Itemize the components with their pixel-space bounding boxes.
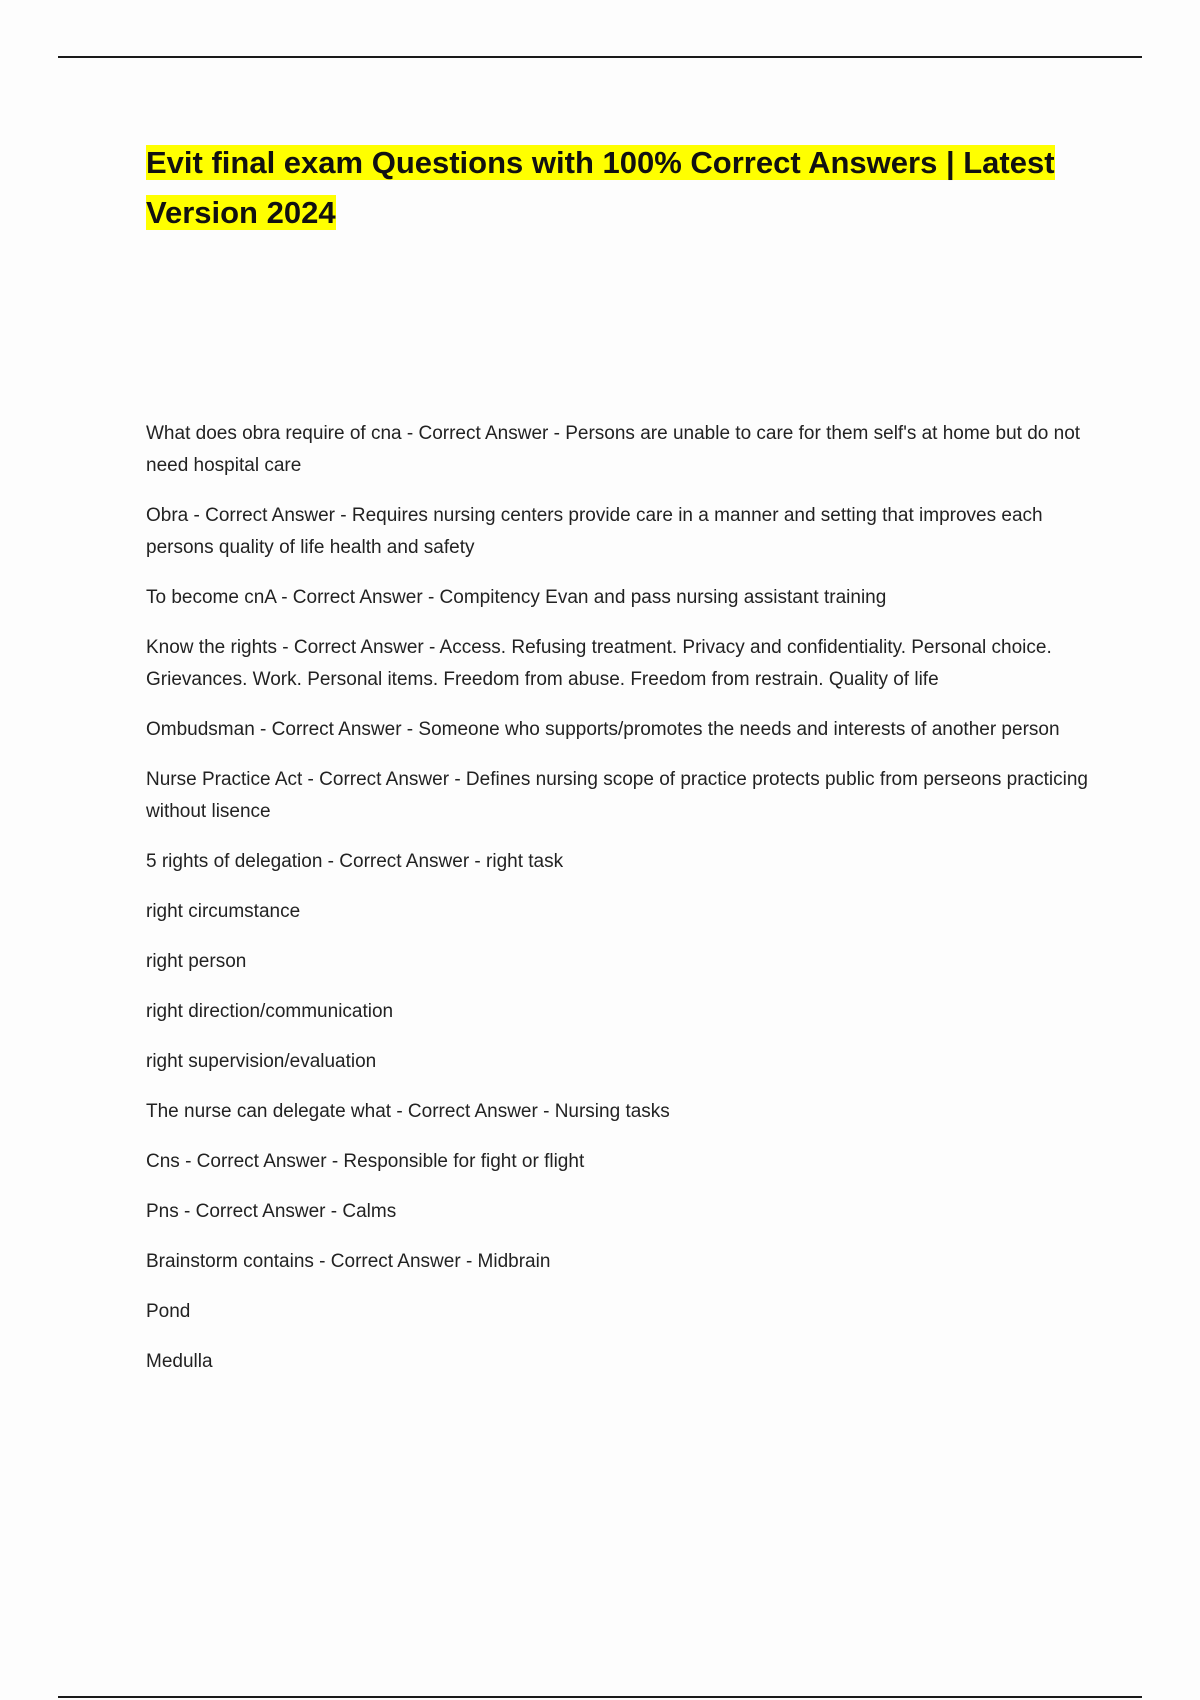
qa-entry: Brainstorm contains - Correct Answer - Midbrain <box>146 1251 551 1272</box>
qa-list <box>146 418 1091 1396</box>
qa-entry: What does obra require of cna - Correct Answer - Persons are unable to care for them self's at home but do not need hospital care <box>146 423 1081 476</box>
qa-entry: Medulla <box>146 1351 213 1372</box>
header-rule <box>58 56 1142 58</box>
qa-entry: Pns - Correct Answer - Calms <box>146 1201 397 1222</box>
qa-entry: Cns - Correct Answer - Responsible for fight or flight <box>146 1151 585 1172</box>
document-title <box>146 138 1106 238</box>
qa-entry: Know the rights - Correct Answer - Access. Refusing treatment. Privacy and confidentiality. Personal choice. Grievances. Work. Personal items. Freedom from abuse. Freedom from restrain. Quality of life <box>146 637 1052 690</box>
qa-entry: right circumstance <box>146 901 301 922</box>
title-highlight: Evit final exam Questions with 100% Correct Answers | Latest Version 2024 <box>146 145 1055 230</box>
qa-entry: right supervision/evaluation <box>146 1051 377 1072</box>
qa-entry: Ombudsman - Correct Answer - Someone who supports/promotes the needs and interests of another person <box>146 719 1060 740</box>
qa-entry: right person <box>146 951 247 972</box>
qa-entry: To become cnA - Correct Answer - Compitency Evan and pass nursing assistant training <box>146 587 887 608</box>
qa-entry: 5 rights of delegation - Correct Answer - right task <box>146 851 564 872</box>
qa-entry: The nurse can delegate what - Correct Answer - Nursing tasks <box>146 1101 670 1122</box>
qa-entry: right direction/communication <box>146 1001 394 1022</box>
footer-rule <box>58 1696 1142 1698</box>
qa-entry: Nurse Practice Act - Correct Answer - Defines nursing scope of practice protects public from perseons practicing without lisence <box>146 769 1088 822</box>
qa-entry: Obra - Correct Answer - Requires nursing centers provide care in a manner and setting that improves each persons quality of life health and safety <box>146 505 1043 558</box>
qa-entry: Pond <box>146 1301 191 1322</box>
